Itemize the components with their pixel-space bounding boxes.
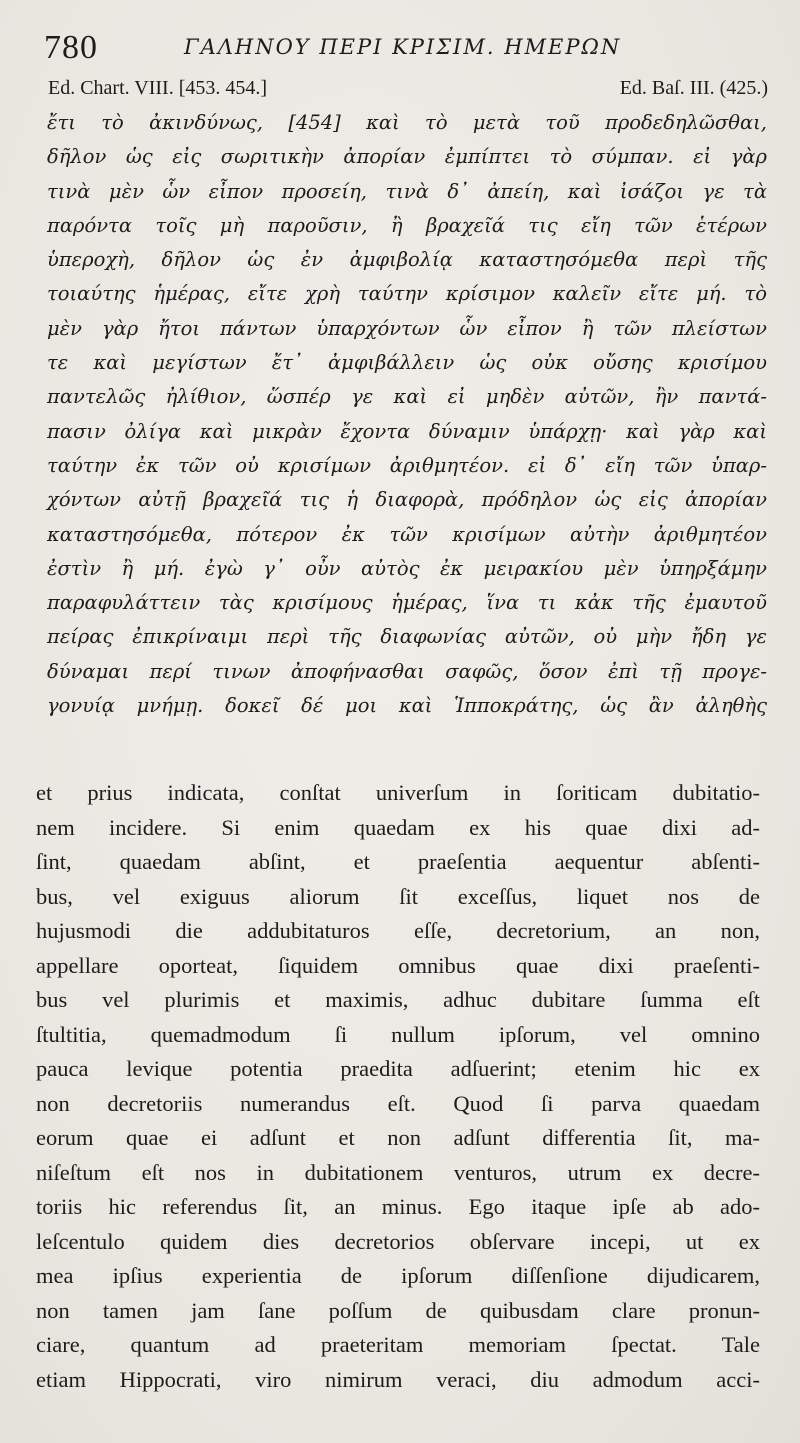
latin-text-block <box>36 776 760 1397</box>
greek-line: πασιν ὀλίγα καὶ μικρὰν ἔχοντα δύναμιν ὑπάρχῃ· καὶ γὰρ καὶ <box>47 419 767 443</box>
latin-line: bus vel plurimis et maximis, adhuc dubitare ſumma eſt <box>36 987 760 1012</box>
greek-line: ἐστὶν ἢ μή. ἐγὼ γ᾽ οὖν αὐτὸς ἐκ μειρακίου μὲν ὑπηρξάμην <box>47 556 767 580</box>
latin-line: etiam Hippocrati, viro nimirum veraci, diu admodum acci- <box>36 1366 760 1392</box>
latin-line: ſint, quaedam abſint, et praeſentia aequentur abſenti- <box>36 849 760 874</box>
greek-line: δύναμαι περί τινων ἀποφήνασθαι σαφῶς, ὅσον ἐπὶ τῇ προγε- <box>47 659 767 683</box>
edition-reference-basel: Ed. Baſ. III. (425.) <box>619 77 768 99</box>
latin-line: et prius indicata, conſtat univerſum in ſoriticam dubitatio- <box>36 780 760 805</box>
latin-line: non tamen jam ſane poſſum de quibusdam clare pronun- <box>36 1297 760 1323</box>
page-header <box>40 28 760 68</box>
latin-line: leſcentulo quidem dies decretorios obſervare incepi, ut ex <box>36 1228 760 1254</box>
running-title: ΓΑΛΗΝΟΥ ΠΕΡΙ ΚΡΙΣΙΜ. ΗΜΕΡΩΝ <box>184 35 622 59</box>
greek-line: δῆλον ὡς εἰς σωριτικὴν ἀπορίαν ἐμπίπτει τὸ σύμπαν. εἰ γὰρ <box>47 145 767 169</box>
greek-line: τε καὶ μεγίστων ἔτ᾽ ἀμφιβάλλειν ὡς οὐκ οὔσης κρισίμου <box>47 351 767 375</box>
greek-line: ὑπεροχὴ, δῆλον ὡς ἐν ἀμφιβολίᾳ καταστησόμεθα περὶ τῆς <box>47 248 767 272</box>
latin-line: nem incidere. Si enim quaedam ex his quae dixi ad- <box>36 814 760 840</box>
greek-line: παρόντα τοῖς μὴ παροῦσιν, ἢ βραχεῖά τις εἴη τῶν ἑτέρων <box>47 213 767 237</box>
page-number: 780 <box>44 29 98 66</box>
greek-line: τινὰ μὲν ὧν εἶπον προσείη, τινὰ δ᾽ ἀπείη, καὶ ἰσάζοι γε τὰ <box>47 179 767 203</box>
greek-line: παντελῶς ἠλίθιον, ὥσπέρ γε καὶ εἰ μηδὲν αὐτῶν, ἢν παντά- <box>47 385 767 409</box>
greek-line: καταστησόμεθα, πότερον ἐκ τῶν κρισίμων αὐτὴν ἀριθμητέον <box>47 522 767 546</box>
edition-references <box>48 74 768 102</box>
latin-line: appellare oporteat, ſiquidem omnibus quae dixi praeſenti- <box>36 952 760 978</box>
greek-line: πείρας ἐπικρίναιμι περὶ τῆς διαφωνίας αὐτῶν, οὐ μὴν ἤδη γε <box>47 625 767 649</box>
edition-reference-chartier: Ed. Chart. VIII. [453. 454.] <box>48 77 268 99</box>
latin-line: niſeſtum eſt nos in dubitationem venturos, utrum ex decre- <box>36 1159 760 1185</box>
latin-line: hujusmodi die addubitaturos eſſe, decretorium, an non, <box>36 918 760 943</box>
latin-line: mea ipſius experientia de ipſorum diſſenſione dijudicarem, <box>36 1263 760 1288</box>
greek-line: χόντων αὐτῇ βραχεῖά τις ἡ διαφορὰ, πρόδηλον ὡς εἰς ἀπορίαν <box>47 488 767 512</box>
greek-line: τοιαύτης ἡμέρας, εἴτε χρὴ ταύτην κρίσιμον καλεῖν εἴτε μή. τὸ <box>47 282 767 306</box>
latin-line: ſtultitia, quemadmodum ſi nullum ipſorum, vel omnino <box>36 1021 760 1047</box>
greek-line: ταύτην ἐκ τῶν οὐ κρισίμων ἀριθμητέον. εἰ δ᾽ εἴη τῶν ὑπαρ- <box>47 453 767 477</box>
latin-line: eorum quae ei adſunt et non adſunt differentia ſit, ma- <box>36 1125 760 1150</box>
latin-line: toriis hic referendus ſit, an minus. Ego itaque ipſe ab ado- <box>36 1194 760 1219</box>
latin-line: non decretoriis numerandus eſt. Quod ſi parva quaedam <box>36 1090 760 1116</box>
latin-line: ciare, quantum ad praeteritam memoriam ſpectat. Tale <box>36 1332 760 1357</box>
latin-line: pauca levique potentia praedita adſuerint; etenim hic ex <box>36 1056 760 1081</box>
latin-line: bus, vel exiguus aliorum ſit exceſſus, liquet nos de <box>36 883 760 909</box>
greek-line: ἔτι τὸ ἀκινδύνως, [454] καὶ τὸ μετὰ τοῦ προδεδηλῶσθαι, <box>47 111 767 134</box>
greek-line: γονυίᾳ μνήμῃ. δοκεῖ δέ μοι καὶ Ἱπποκράτης, ὡς ἂν ἀληθὴς <box>47 694 767 718</box>
greek-line: μὲν γὰρ ἤτοι πάντων ὑπαρχόντων ὧν εἶπον ἢ τῶν πλείστων <box>47 316 767 340</box>
greek-text-block <box>47 106 767 723</box>
greek-line: παραφυλάττειν τὰς κρισίμους ἡμέρας, ἵνα τι κἀκ τῆς ἐμαυτοῦ <box>47 591 767 615</box>
